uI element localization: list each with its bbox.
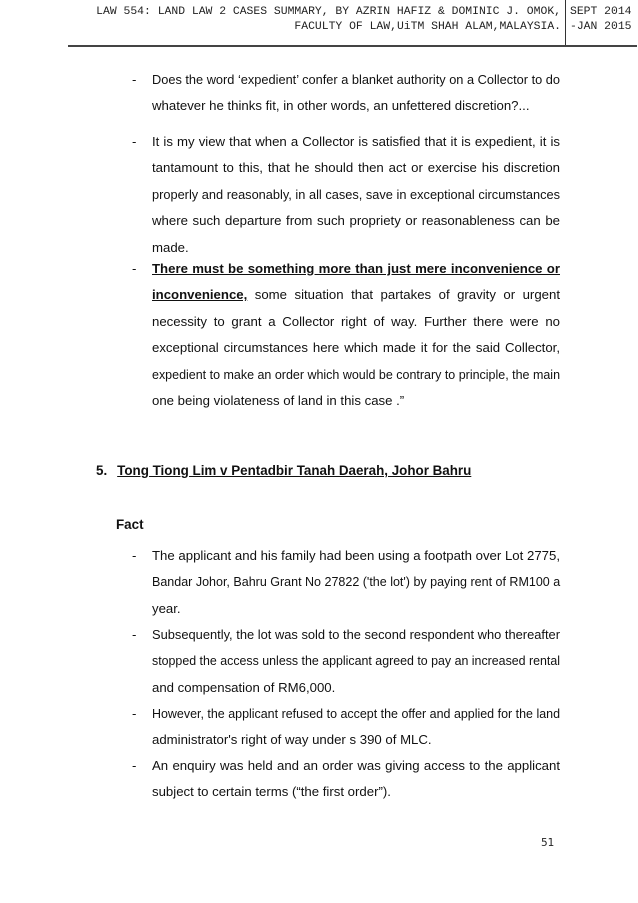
quote-bullet-2-line-3: properly and reasonably, in all cases, save in exceptional circumstances [152,186,560,202]
fact-bullet-1-line-3: year. [152,600,181,616]
fact-bullet-4 [152,753,560,806]
fact-bullet-1-line-1: The applicant and his family had been using a footpath over Lot 2775, [152,548,560,563]
bullet-marker: - [132,627,137,642]
fact-bullet-2-line-2: stopped the access unless the applicant agreed to pay an increased rental [152,653,561,669]
fact-bullet-2-line-3: and compensation of RM6,000. [152,679,336,695]
bullet-marker: - [132,758,137,773]
bullet-marker: - [132,706,137,721]
quote-bullet-1-line-1: Does the word ‘expedient’ confer a blanket authority on a Collector to do [152,72,561,87]
header-term-line-1: SEPT 2014 [570,6,632,18]
page-number: 51 [541,837,555,849]
bullet-marker: - [132,72,137,87]
quote-bullet-3-line-6: one being violateness of land in this case .” [152,393,405,409]
fact-bullet-3 [152,701,560,754]
quote-bullet-3-emphasis-line-1: There must be something more than just mere inconvenience or [152,261,560,276]
header-course-line-2: FACULTY OF LAW,UiTM SHAH ALAM,MALAYSIA. [294,21,561,33]
fact-bullet-3-line-2: administrator's right of way under s 390 of MLC. [152,732,432,748]
fact-bullet-4-line-2: subject to certain terms (“the first order”). [152,784,391,800]
quote-bullet-3-emphasis-word: inconvenience, [152,287,248,303]
bullet-marker: - [132,261,137,276]
quote-bullet-3-line-2 [152,282,560,308]
fact-bullet-2-line-1: Subsequently, the lot was sold to the second respondent who thereafter [152,627,560,642]
case-number: 5. [96,463,108,478]
case-title: Tong Tiong Lim v Pentadbir Tanah Daerah, Johor Bahru [117,463,472,478]
quote-bullet-1-line-2: whatever he thinks fit, in other words, an unfettered discretion?... [152,98,530,114]
fact-bullet-3-line-1: However, the applicant refused to accept the offer and applied for the land [152,706,560,721]
quote-bullet-2-line-5: made. [152,239,189,255]
fact-bullet-4-line-1: An enquiry was held and an order was giving access to the applicant [152,758,560,773]
quote-bullet-3 [152,256,560,414]
quote-bullet-3-line-2-rest: some situation that partakes of gravity or urgent [247,287,560,303]
quote-bullet-1 [152,67,560,120]
quote-bullet-2-line-4: where such departure from such propriety or reasonableness can be [152,213,560,229]
quote-bullet-3-line-4: exceptional circumstances here which made it for the said Collector, [152,340,560,356]
case-heading [96,463,471,478]
fact-bullet-1-line-2: Bandar Johor, Bahru Grant No 27822 ('the lot') by paying rent of RM100 a [152,574,561,590]
bullet-marker: - [132,548,137,563]
quote-bullet-2-line-2: tantamount to this, that he should then act or exercise his discretion [152,160,560,176]
quote-bullet-2 [152,129,560,261]
bullet-marker: - [132,134,137,149]
fact-bullet-2 [152,622,560,701]
header-term-line-2: -JAN 2015 [570,21,632,33]
quote-bullet-2-line-1: It is my view that when a Collector is satisfied that it is expedient, it is [152,134,560,149]
fact-bullet-1 [152,543,560,622]
fact-heading: Fact [116,517,144,532]
quote-bullet-3-line-5: expedient to make an order which would be contrary to principle, the main [152,366,561,382]
quote-bullet-3-line-3: necessity to grant a Collector right of way. Further there were no [152,313,560,329]
header-course-line-1: LAW 554: LAND LAW 2 CASES SUMMARY, BY AZRIN HAFIZ & DOMINIC J. OMOK, [96,6,561,18]
